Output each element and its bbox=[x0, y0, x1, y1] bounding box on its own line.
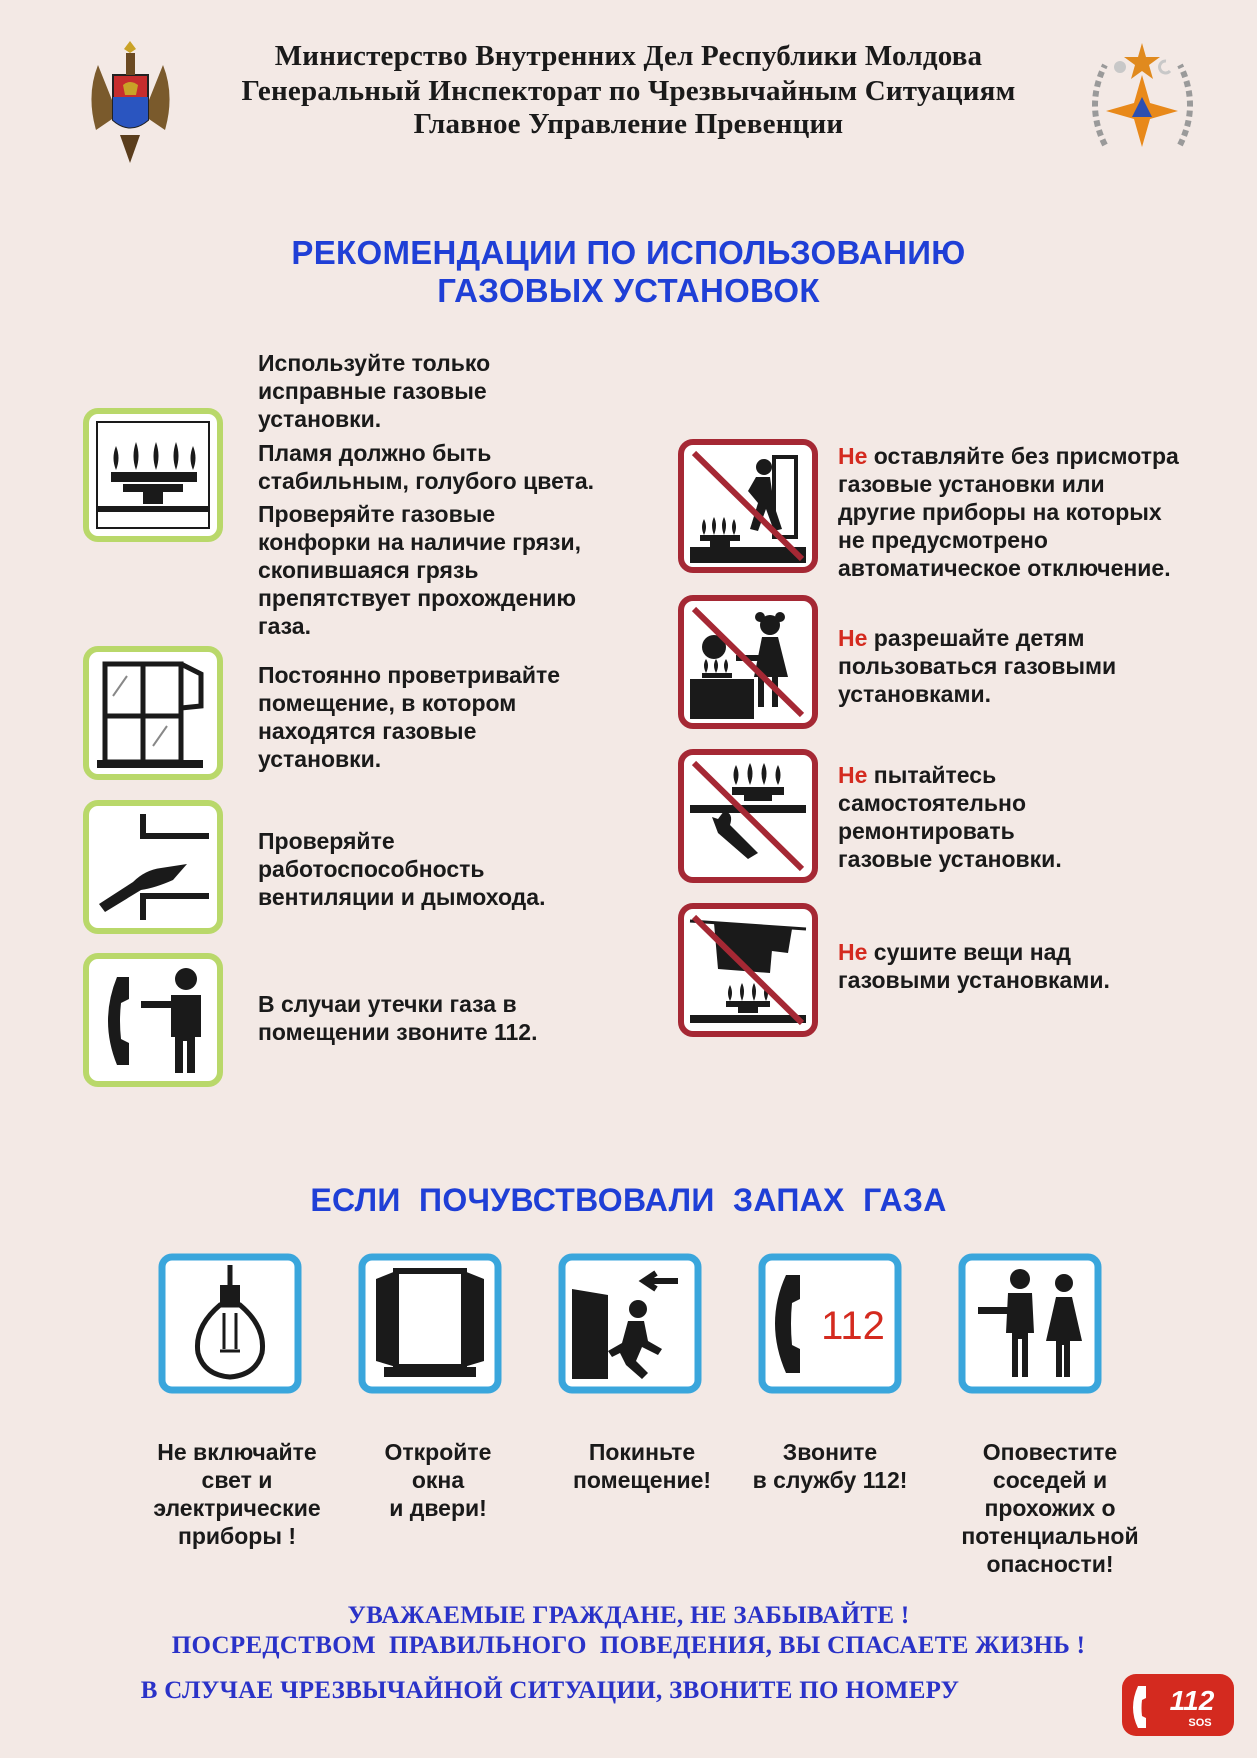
badge-sos: SOS bbox=[1188, 1717, 1212, 1729]
ventilation-window-icon bbox=[83, 646, 223, 780]
do-item-5: Проверяйте работоспособность вентиляции и дымохода. bbox=[258, 828, 546, 910]
header-ministry: Министерство Внутренних Дел Республики Молдова bbox=[274, 40, 983, 72]
dont-item-2: Не разрешайте детям пользоваться газовыми установками. bbox=[838, 625, 1117, 707]
emergency-112-sos-badge bbox=[1120, 1672, 1236, 1738]
footer-emergency: В СЛУЧАЕ ЧРЕЗВЫЧАЙНОЙ СИТУАЦИИ, ЗВОНИТЕ ПО НОМЕРУ bbox=[140, 1677, 960, 1704]
do-item-2: Пламя должно быть стабильным, голубого цвета. bbox=[258, 440, 595, 494]
notify-people-icon bbox=[958, 1253, 1102, 1394]
step-1-caption: Не включайте свет и электрические приборы ! bbox=[153, 1439, 321, 1549]
open-window-icon bbox=[358, 1253, 502, 1394]
dont-item-3: Не пытайтесь самостоятельно ремонтировать газовые установки. bbox=[838, 762, 1062, 872]
self-repair-prohibited-icon bbox=[678, 749, 818, 883]
step-4-caption: Звоните в службу 112! bbox=[752, 1439, 908, 1493]
dont-item-1: Не оставляйте без присмотра газовые установки или другие приборы на которых не предусмотрено автоматическое отключение. bbox=[838, 443, 1179, 581]
do-item-1: Используйте только исправные газовые установки. bbox=[258, 350, 491, 432]
footer-reminder: УВАЖАЕМЫЕ ГРАЖДАНЕ, НЕ ЗАБЫВАЙТЕ ! bbox=[347, 1602, 910, 1629]
step-5-caption: Оповестите соседей и прохожих о потенциальной опасности! bbox=[961, 1439, 1139, 1577]
header-inspectorate: Генеральный Инспекторат по Чрезвычайным Ситуациям bbox=[241, 75, 1016, 107]
do-item-6: В случаи утечки газа в помещении звоните 112. bbox=[258, 991, 538, 1045]
call-112-icon bbox=[758, 1253, 902, 1394]
light-bulb-icon bbox=[158, 1253, 302, 1394]
do-item-4: Постоянно проветривайте помещение, в котором находятся газовые установки. bbox=[258, 662, 561, 772]
call-112-number: 112 bbox=[821, 1304, 885, 1348]
page-title-line1: РЕКОМЕНДАЦИИ ПО ИСПОЛЬЗОВАНИЮ bbox=[291, 234, 966, 271]
chimney-draft-icon bbox=[83, 800, 223, 934]
phone-call-person-icon bbox=[83, 953, 223, 1087]
drying-clothes-prohibited-icon bbox=[678, 903, 818, 1037]
dont-item-4: Не сушите вещи над газовыми установками. bbox=[838, 939, 1110, 993]
exit-room-icon bbox=[558, 1253, 702, 1394]
children-stove-prohibited-icon bbox=[678, 595, 818, 729]
step-2-caption: Откройте окна и двери! bbox=[384, 1439, 492, 1521]
page-title-line2: ГАЗОВЫХ УСТАНОВОК bbox=[437, 272, 820, 309]
unattended-stove-prohibited-icon bbox=[678, 439, 818, 573]
do-item-3: Проверяйте газовые конфорки на наличие грязи, скопившаяся грязь препятствует прохождению газа. bbox=[258, 501, 581, 639]
gas-burner-icon bbox=[83, 408, 223, 542]
badge-number: 112 bbox=[1169, 1685, 1215, 1716]
smell-section-title: ЕСЛИ ПОЧУВСТВОВАЛИ ЗАПАХ ГАЗА bbox=[310, 1182, 947, 1218]
header-department: Главное Управление Превенции bbox=[413, 108, 844, 140]
step-3-caption: Покиньте помещение! bbox=[572, 1439, 712, 1493]
footer-behavior: ПОСРЕДСТВОМ ПРАВИЛЬНОГО ПОВЕДЕНИЯ, ВЫ СПАСАЕТЕ ЖИЗНЬ ! bbox=[171, 1632, 1086, 1659]
